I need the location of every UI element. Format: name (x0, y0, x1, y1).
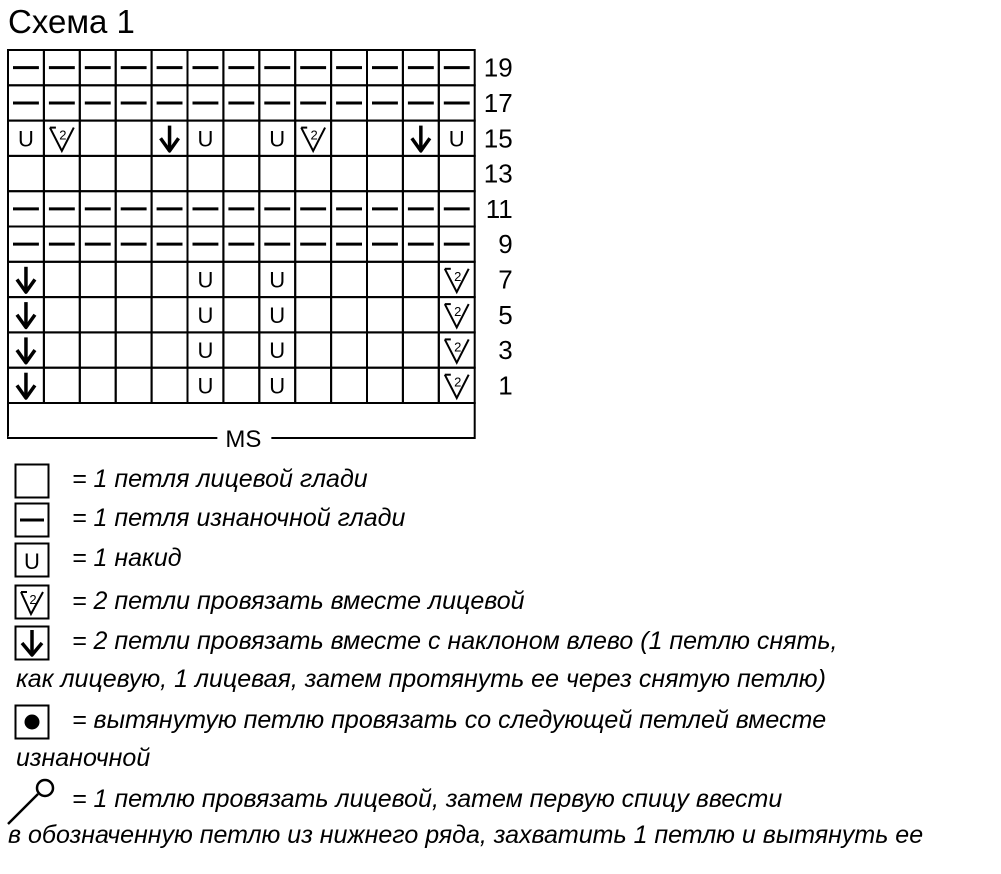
purl-cell (152, 50, 188, 85)
knit-stitch-icon (14, 463, 50, 499)
knit-cell (367, 156, 403, 191)
k2tog-cell (295, 121, 331, 156)
purl-cell (44, 50, 80, 85)
purl-cell (295, 191, 331, 226)
knit-cell (223, 332, 259, 367)
purl-cell (295, 227, 331, 262)
knit-cell (367, 368, 403, 403)
knit-cell (367, 262, 403, 297)
legend-k2tog-text: = 2 петли провязать вместе лицевой (72, 587, 525, 615)
svg-text:U: U (24, 549, 40, 574)
chart-row (8, 50, 475, 85)
purl-stitch-icon (14, 502, 50, 538)
knit-cell (80, 368, 116, 403)
repeat-label: MS (225, 426, 262, 453)
row-number: 19 (483, 52, 513, 83)
knit-cell (295, 332, 331, 367)
purl-cell (8, 191, 44, 226)
knit-cell (152, 332, 188, 367)
yarn-over-cell (259, 297, 295, 332)
row-number: 17 (483, 87, 513, 118)
yarn-over-glyph: U (448, 126, 465, 152)
purl-cell (8, 227, 44, 262)
chart-row (8, 297, 475, 332)
knit-cell (80, 156, 116, 191)
knit-cell (331, 297, 367, 332)
purl-cell (152, 191, 188, 226)
purl-cell (152, 227, 188, 262)
ssk-cell (152, 121, 188, 156)
purl-cell (8, 50, 44, 85)
chart-row (8, 227, 475, 262)
ssk-cell (8, 297, 44, 332)
ssk-icon (14, 625, 50, 661)
knit-cell (295, 156, 331, 191)
knit-cell (223, 368, 259, 403)
ssk-cell (403, 121, 439, 156)
row-number: 15 (483, 123, 513, 154)
yarn-over-glyph: U (269, 302, 286, 328)
knit-cell (223, 297, 259, 332)
legend-elongated-text: = 1 петлю провязать лицевой, затем первую спицу ввести (72, 785, 783, 813)
chart-row (8, 85, 475, 120)
svg-text:2: 2 (454, 304, 462, 320)
purl-cell (223, 191, 259, 226)
k2tog-cell (44, 121, 80, 156)
purl-cell (188, 191, 224, 226)
purl-cell (259, 227, 295, 262)
purl-cell (439, 191, 475, 226)
purl-cell (188, 227, 224, 262)
purl-cell (331, 191, 367, 226)
yarn-over-glyph: U (18, 126, 34, 152)
k2tog-cell (439, 297, 475, 332)
purl-cell (80, 85, 116, 120)
svg-text:2: 2 (454, 374, 462, 390)
chart-row (8, 262, 475, 297)
purl-cell (331, 227, 367, 262)
purl-cell (116, 85, 152, 120)
purl-cell (188, 85, 224, 120)
k2tog-cell (439, 368, 475, 403)
chart-row (8, 156, 475, 191)
yarn-over-cell (188, 368, 224, 403)
purl-cell (403, 50, 439, 85)
knit-cell (331, 121, 367, 156)
knit-cell (331, 332, 367, 367)
knit-cell (44, 332, 80, 367)
row-number: 9 (498, 229, 513, 260)
row-number: 7 (498, 264, 513, 295)
svg-text:2: 2 (59, 127, 67, 143)
legend-knit-text: = 1 петля лицевой глади (72, 465, 368, 493)
purl-cell (80, 191, 116, 226)
knit-cell (44, 262, 80, 297)
knit-cell (403, 368, 439, 403)
yarn-over-glyph: U (269, 373, 286, 399)
purl-cell (152, 85, 188, 120)
purl-cell (8, 85, 44, 120)
purl-cell (116, 191, 152, 226)
svg-text:2: 2 (310, 127, 318, 143)
yarn-over-cell (188, 332, 224, 367)
knit-cell (152, 368, 188, 403)
knit-cell (295, 262, 331, 297)
knit-cell (295, 297, 331, 332)
chart-row (8, 332, 475, 367)
chart-grid (8, 50, 475, 403)
knit-cell (80, 332, 116, 367)
purl-cell (259, 50, 295, 85)
yarn-over-glyph: U (197, 373, 214, 399)
knit-cell (367, 121, 403, 156)
ssk-cell (8, 332, 44, 367)
yarn-over-cell (259, 262, 295, 297)
knit-cell (8, 156, 44, 191)
knit-cell (403, 156, 439, 191)
bullet-stitch-icon (14, 704, 50, 740)
yarn-over-cell (188, 262, 224, 297)
purl-cell (223, 50, 259, 85)
yarn-over-cell (8, 121, 44, 156)
knit-cell (116, 368, 152, 403)
ssk-cell (8, 262, 44, 297)
legend-purl-text: = 1 петля изнаночной глади (72, 504, 406, 532)
legend-bullet-text-cont: изнаночной (16, 744, 151, 772)
yarn-over-cell (188, 121, 224, 156)
purl-cell (259, 191, 295, 226)
chart-title: Схема 1 (8, 3, 135, 40)
yarn-over-glyph: U (197, 267, 214, 293)
knit-cell (259, 156, 295, 191)
knit-cell (223, 262, 259, 297)
legend-ssk-text-cont: как лицевую, 1 лицевая, затем протянуть ее через снятую петлю) (16, 665, 826, 693)
purl-cell (44, 227, 80, 262)
yarn-over-cell (259, 368, 295, 403)
svg-text:2: 2 (29, 592, 37, 607)
row-number: 11 (485, 193, 513, 224)
purl-cell (295, 50, 331, 85)
purl-cell (80, 227, 116, 262)
knit-cell (44, 297, 80, 332)
knit-cell (403, 262, 439, 297)
purl-cell (403, 85, 439, 120)
purl-cell (439, 227, 475, 262)
purl-cell (367, 85, 403, 120)
purl-cell (44, 85, 80, 120)
yarn-over-glyph: U (269, 338, 286, 364)
chart-row (8, 368, 475, 403)
knit-cell (439, 156, 475, 191)
knit-cell (188, 156, 224, 191)
purl-cell (116, 50, 152, 85)
purl-cell (295, 85, 331, 120)
yarn-over-glyph: U (197, 302, 214, 328)
purl-cell (44, 191, 80, 226)
knit-cell (152, 297, 188, 332)
knit-cell (80, 121, 116, 156)
knit-cell (44, 156, 80, 191)
knit-cell (367, 332, 403, 367)
row-number: 5 (498, 299, 513, 330)
knit-cell (295, 368, 331, 403)
purl-cell (223, 227, 259, 262)
row-number: 1 (498, 370, 513, 401)
purl-cell (116, 227, 152, 262)
ssk-cell (8, 368, 44, 403)
yarn-over-cell (259, 121, 295, 156)
knit-cell (223, 156, 259, 191)
row-number: 3 (498, 335, 513, 366)
chart-row (8, 121, 475, 156)
yarn-over-cell (188, 297, 224, 332)
knit-cell (116, 262, 152, 297)
chart-row (8, 191, 475, 226)
knit-cell (331, 368, 367, 403)
legend-elongated-text-cont: в обозначенную петлю из нижнего ряда, захватить 1 петлю и вытянуть ее (8, 821, 924, 849)
knit-cell (403, 297, 439, 332)
knit-cell (116, 297, 152, 332)
yarn-over-glyph: U (197, 126, 214, 152)
purl-cell (403, 227, 439, 262)
svg-text:2: 2 (454, 339, 462, 355)
legend-bullet-text: = вытянутую петлю провязать со следующей петлей вместе (72, 706, 827, 734)
yarn-over-glyph: U (197, 338, 214, 364)
k2tog-cell (439, 262, 475, 297)
knit-cell (223, 121, 259, 156)
knit-cell (152, 262, 188, 297)
legend-yarn-over-text: = 1 накид (72, 544, 182, 572)
knit-cell (116, 121, 152, 156)
purl-cell (439, 85, 475, 120)
knit-cell (80, 262, 116, 297)
knit-cell (331, 156, 367, 191)
yarn-over-cell (259, 332, 295, 367)
purl-cell (367, 191, 403, 226)
row-number: 13 (483, 158, 513, 189)
knit-cell (80, 297, 116, 332)
purl-cell (367, 50, 403, 85)
purl-cell (439, 50, 475, 85)
k2tog-icon (14, 584, 50, 620)
yarn-over-glyph: U (269, 126, 286, 152)
purl-cell (80, 50, 116, 85)
k2tog-cell (439, 332, 475, 367)
svg-text:2: 2 (454, 268, 462, 284)
purl-cell (223, 85, 259, 120)
knit-cell (152, 156, 188, 191)
purl-cell (259, 85, 295, 120)
purl-cell (188, 50, 224, 85)
purl-cell (367, 227, 403, 262)
purl-cell (331, 85, 367, 120)
yarn-over-icon (14, 542, 50, 578)
yarn-over-glyph: U (269, 267, 286, 293)
knit-cell (403, 332, 439, 367)
purl-cell (331, 50, 367, 85)
knit-cell (367, 297, 403, 332)
knit-cell (116, 332, 152, 367)
legend-ssk-text: = 2 петли провязать вместе с наклоном влево (1 петлю снять, (72, 627, 838, 655)
knit-cell (116, 156, 152, 191)
knit-cell (44, 368, 80, 403)
yarn-over-cell (439, 121, 475, 156)
purl-cell (403, 191, 439, 226)
knit-cell (331, 262, 367, 297)
